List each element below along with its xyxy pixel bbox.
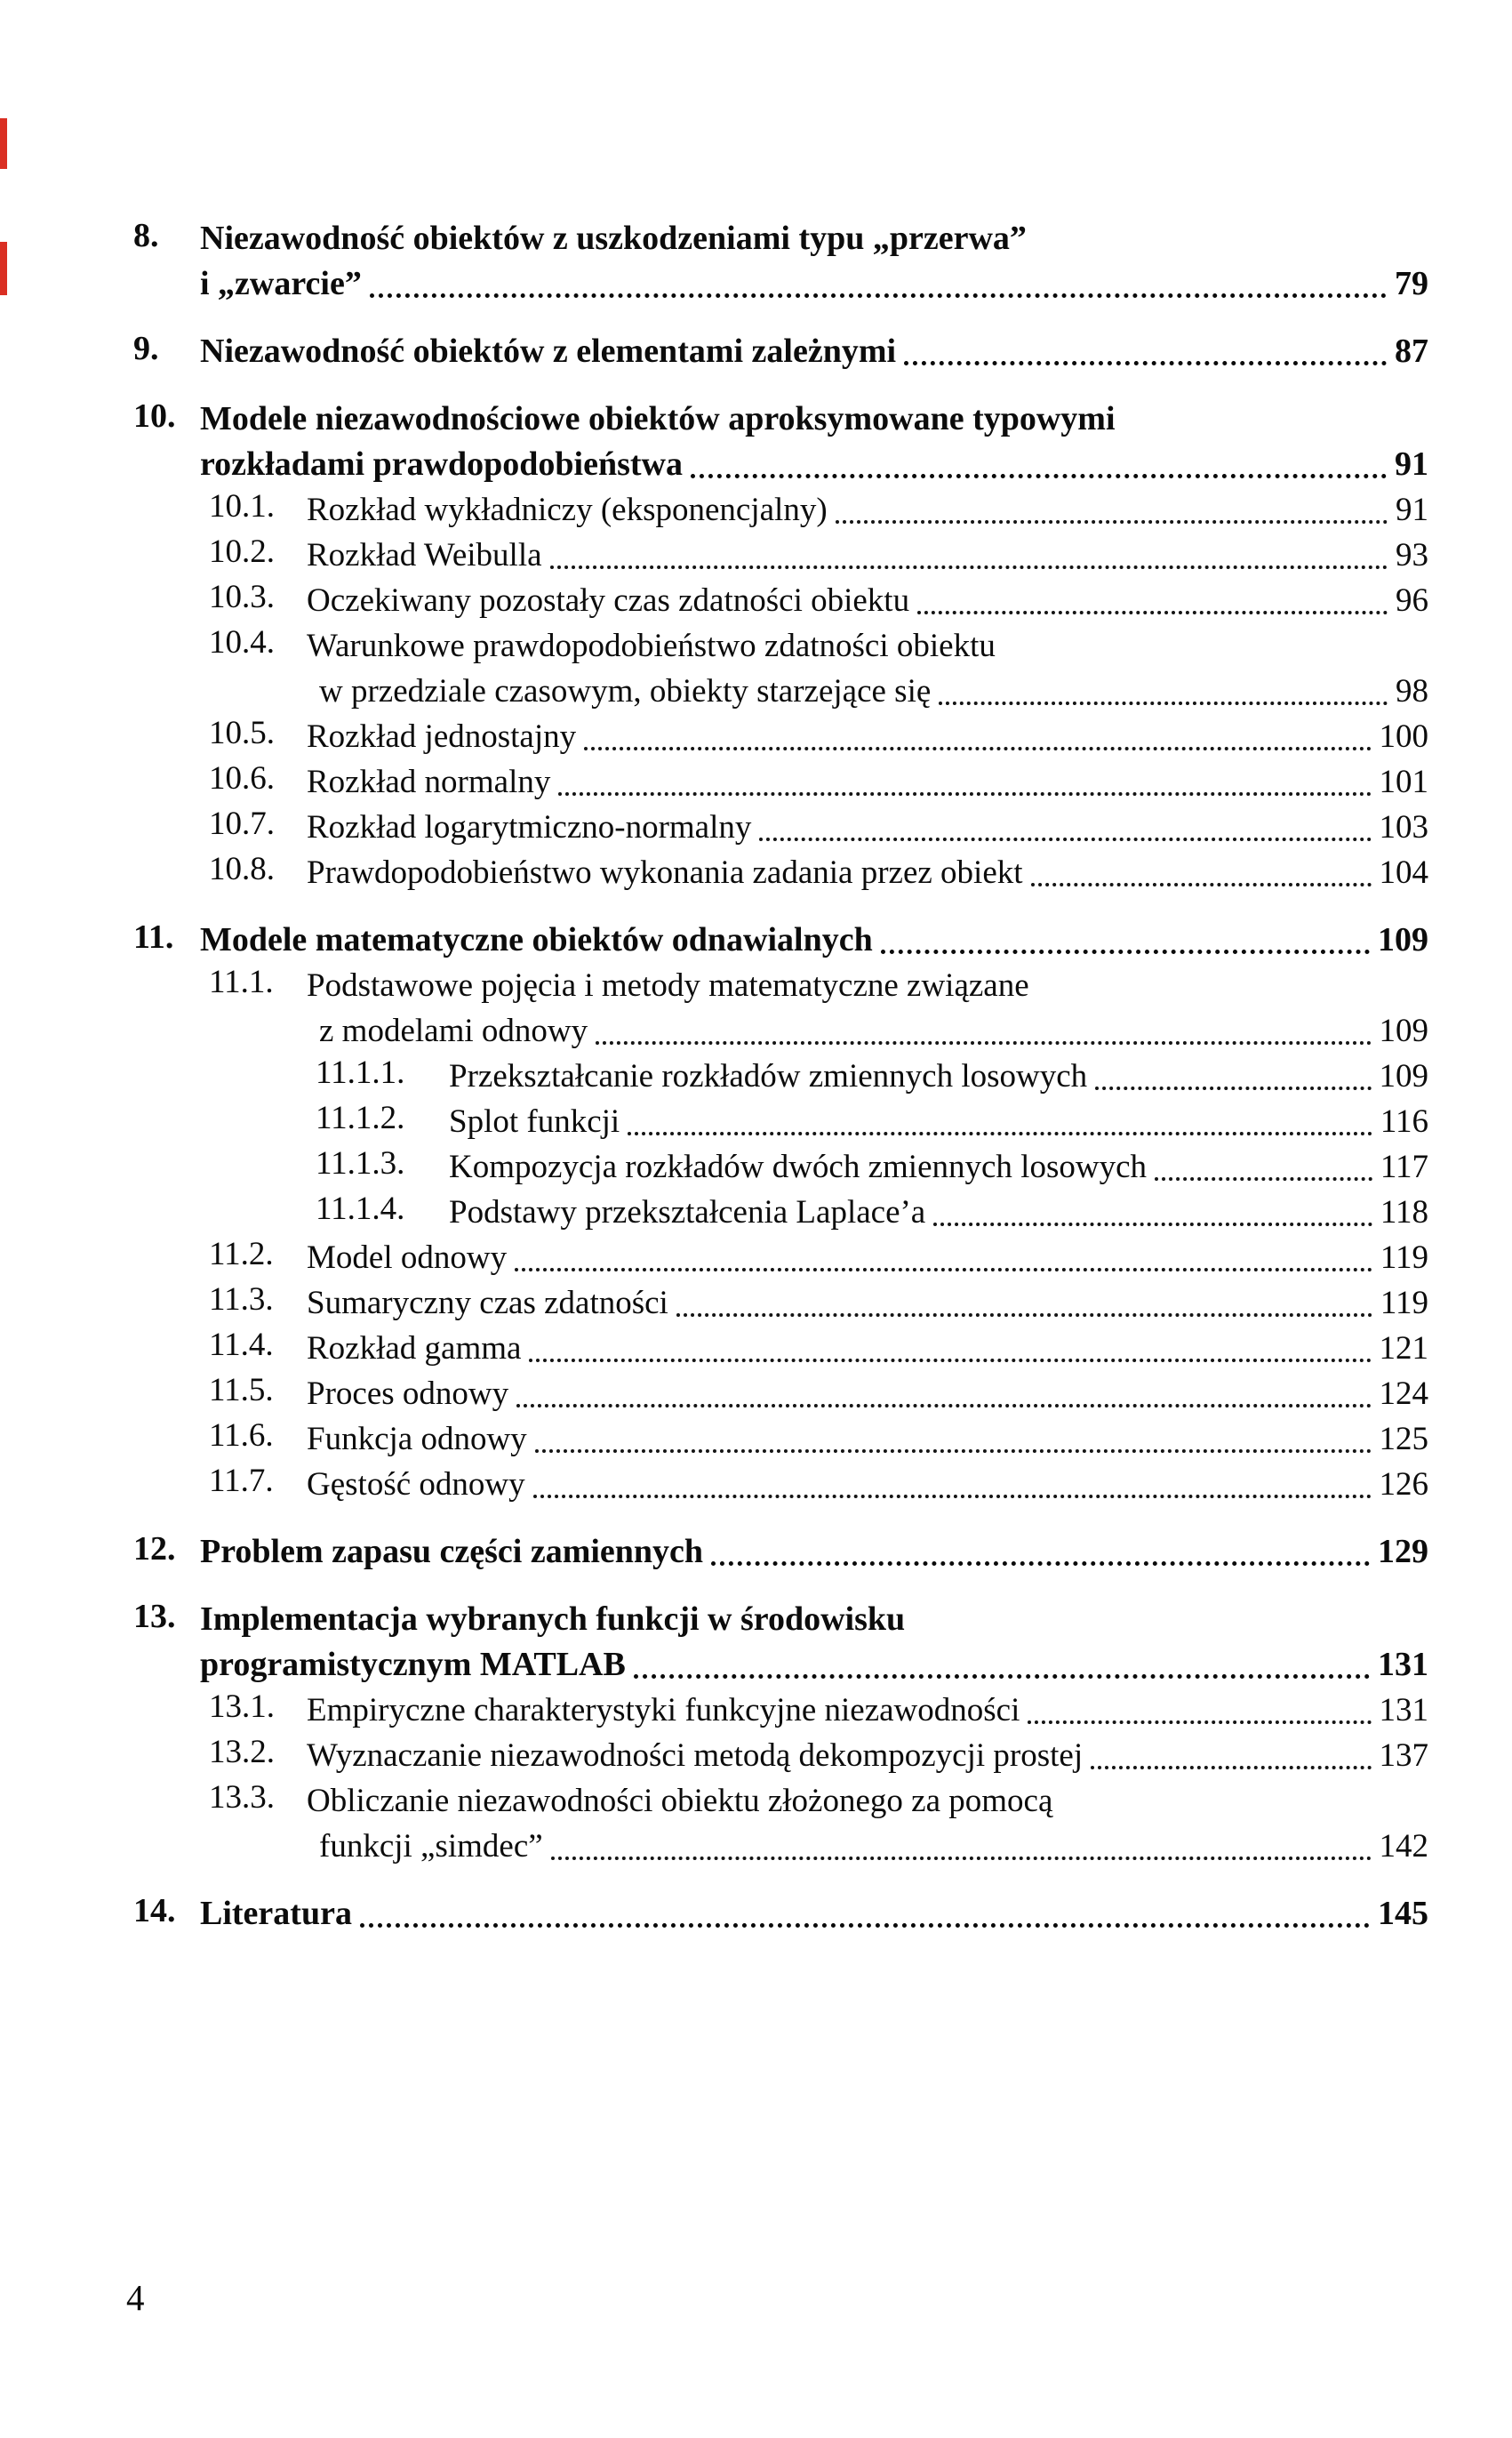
entry-line <box>200 1642 1428 1688</box>
page-ref-number: 121 <box>1379 1330 1428 1367</box>
toc-entry <box>133 397 1428 487</box>
toc-entry <box>209 487 1428 533</box>
dot-leader <box>751 805 1377 850</box>
page-ref-number: 109 <box>1378 921 1428 958</box>
dot-leader <box>1147 1144 1379 1190</box>
dot-leader <box>1083 1733 1377 1778</box>
entry-line <box>307 759 1428 805</box>
toc-entry <box>133 1891 1428 1937</box>
toc-entry <box>133 329 1428 374</box>
page-ref-number: 96 <box>1396 582 1428 619</box>
page-ref-number: 118 <box>1380 1194 1428 1231</box>
entry-body <box>307 487 1428 533</box>
entry-line <box>307 1416 1428 1462</box>
entry-title-text: Rozkład wykładniczy (eksponencjalny) <box>307 492 828 528</box>
entry-title-text: Kompozycja rozkładów dwóch zmiennych losowych <box>449 1149 1148 1185</box>
toc-entry <box>209 805 1428 850</box>
dot-leader <box>931 669 1394 714</box>
entry-body <box>307 850 1428 895</box>
entry-number: 13.1. <box>209 1688 275 1725</box>
entry-line <box>307 1733 1428 1778</box>
dot-leader <box>588 1008 1377 1054</box>
entry-line <box>307 850 1428 895</box>
dot-leader <box>1020 1688 1377 1733</box>
entry-body <box>200 1597 1428 1688</box>
entry-line <box>307 963 1428 1008</box>
entry-body <box>307 578 1428 623</box>
entry-title-text: Empiryczne charakterystyki funkcyjne niezawodności <box>307 1692 1020 1728</box>
dot-leader <box>668 1280 1379 1326</box>
entry-body <box>307 1371 1428 1416</box>
toc-entry <box>209 850 1428 895</box>
entry-body <box>307 759 1428 805</box>
dot-leader <box>909 578 1394 623</box>
entry-line <box>307 1280 1428 1326</box>
page-ref-number: 142 <box>1379 1828 1428 1865</box>
toc-entry <box>209 1778 1428 1869</box>
toc-entry <box>209 1235 1428 1280</box>
entry-title-text: Proces odnowy <box>307 1375 509 1412</box>
entry-body <box>307 1235 1428 1280</box>
entry-title-text: Rozkład normalny <box>307 764 551 800</box>
dot-leader <box>620 1099 1379 1144</box>
entry-number: 13. <box>133 1598 176 1635</box>
entry-number: 14. <box>133 1892 176 1929</box>
dot-leader <box>925 1190 1379 1235</box>
entry-number: 10.8. <box>209 851 275 887</box>
dot-leader <box>683 442 1393 487</box>
entry-body <box>200 1891 1428 1937</box>
entry-number: 11.4. <box>209 1327 274 1363</box>
entry-title-text: Oczekiwany pozostały czas zdatności obiektu <box>307 582 910 619</box>
entry-line <box>307 1371 1428 1416</box>
entry-body <box>200 329 1428 374</box>
dot-leader <box>576 714 1377 759</box>
entry-line <box>449 1054 1428 1099</box>
page-ref-number: 79 <box>1395 265 1428 302</box>
entry-title-text: i „zwarcie” <box>200 265 362 302</box>
page-ref-number: 91 <box>1396 492 1428 528</box>
dot-leader <box>828 487 1394 533</box>
entry-body <box>307 714 1428 759</box>
entry-number: 13.2. <box>209 1734 275 1770</box>
entry-number: 13.3. <box>209 1779 275 1816</box>
entry-title-text: Warunkowe prawdopodobieństwo zdatności obiektu <box>307 628 996 664</box>
toc-entry <box>209 533 1428 578</box>
dot-leader <box>527 1416 1378 1462</box>
dot-leader <box>1023 850 1378 895</box>
toc-entry <box>133 216 1428 307</box>
entry-title-text: Literatura <box>200 1895 352 1932</box>
page-ref-number: 126 <box>1379 1466 1428 1503</box>
entry-title-text: Sumaryczny czas zdatności <box>307 1285 668 1321</box>
dot-leader <box>873 918 1376 963</box>
entry-number: 10. <box>133 397 176 435</box>
entry-body <box>307 805 1428 850</box>
page-ref-number: 131 <box>1378 1646 1428 1683</box>
toc-entry <box>209 1688 1428 1733</box>
toc-entry <box>209 623 1428 714</box>
entry-line <box>307 1824 1428 1869</box>
entry-title-text: Niezawodność obiektów z elementami zależnymi <box>200 333 897 370</box>
entry-line <box>200 918 1428 963</box>
page-ref-number: 137 <box>1379 1737 1428 1774</box>
entry-line <box>449 1099 1428 1144</box>
page-ref-number: 109 <box>1379 1013 1428 1049</box>
entry-line <box>307 1688 1428 1733</box>
entry-line <box>449 1190 1428 1235</box>
entry-title-text: Wyznaczanie niezawodności metodą dekompozycji prostej <box>307 1737 1084 1774</box>
entry-body <box>307 623 1428 714</box>
scan-edge-mark <box>0 118 7 169</box>
entry-number: 9. <box>133 330 159 367</box>
dot-leader <box>362 261 1393 307</box>
page-ref-number: 119 <box>1380 1285 1428 1321</box>
entry-body <box>449 1144 1428 1190</box>
page-ref-number: 98 <box>1396 673 1428 710</box>
entry-title-text: Rozkład logarytmiczno-normalny <box>307 809 752 846</box>
scan-edge-mark <box>0 242 7 295</box>
entry-title-text: Podstawy przekształcenia Laplace’a <box>449 1194 926 1231</box>
dot-leader <box>1087 1054 1377 1099</box>
entry-body <box>200 397 1428 487</box>
entry-line <box>200 397 1428 442</box>
entry-title-text: Prawdopodobieństwo wykonania zadania przez obiekt <box>307 854 1023 891</box>
toc-entry <box>316 1099 1428 1144</box>
page-ref-number: 101 <box>1379 764 1428 800</box>
entry-line <box>200 442 1428 487</box>
entry-line <box>307 1235 1428 1280</box>
entry-body <box>200 918 1428 963</box>
page-ref-number: 100 <box>1379 718 1428 755</box>
entry-title-text: Problem zapasu części zamiennych <box>200 1533 704 1570</box>
entry-title-text: Splot funkcji <box>449 1103 620 1140</box>
entry-title-text: Model odnowy <box>307 1239 508 1276</box>
entry-number: 12. <box>133 1530 176 1568</box>
entry-title-text: programistycznym MATLAB <box>200 1646 626 1683</box>
toc-entry <box>316 1190 1428 1235</box>
toc-entry <box>209 578 1428 623</box>
toc-entry <box>209 1733 1428 1778</box>
entry-number: 10.2. <box>209 533 275 570</box>
entry-number: 11.1.1. <box>316 1055 405 1091</box>
entry-body <box>307 1733 1428 1778</box>
entry-title-text: w przedziale czasowym, obiekty starzejące się <box>319 673 932 710</box>
entry-number: 10.5. <box>209 715 275 751</box>
entry-number: 11.1.3. <box>316 1145 405 1182</box>
entry-line <box>307 533 1428 578</box>
dot-leader <box>508 1371 1377 1416</box>
toc-entry <box>209 714 1428 759</box>
entry-line <box>200 1891 1428 1937</box>
entry-line <box>449 1144 1428 1190</box>
entry-title-text: Modele matematyczne obiektów odnawialnych <box>200 921 873 958</box>
entry-line <box>200 261 1428 307</box>
entry-title-text: funkcji „simdec” <box>319 1828 543 1865</box>
dot-leader <box>525 1462 1378 1507</box>
entry-body <box>307 1688 1428 1733</box>
dot-leader <box>703 1529 1376 1575</box>
footer-page-number: 4 <box>126 2277 145 2318</box>
entry-number: 11.5. <box>209 1372 274 1408</box>
entry-title-text: Obliczanie niezawodności obiektu złożonego za pomocą <box>307 1783 1053 1819</box>
dot-leader <box>626 1642 1376 1688</box>
entry-number: 11. <box>133 918 174 956</box>
entry-title-text: Niezawodność obiektów z uszkodzeniami typu „przerwa” <box>200 220 1027 257</box>
toc-entry <box>209 1326 1428 1371</box>
entry-number: 11.7. <box>209 1463 274 1499</box>
toc-entry <box>209 1416 1428 1462</box>
entry-body <box>307 1416 1428 1462</box>
entry-title-text: Przekształcanie rozkładów zmiennych losowych <box>449 1058 1088 1095</box>
entry-title-text: z modelami odnowy <box>319 1013 588 1049</box>
toc-entry <box>209 963 1428 1054</box>
entry-number: 11.6. <box>209 1417 274 1454</box>
dot-leader <box>352 1891 1376 1937</box>
dot-leader <box>507 1235 1379 1280</box>
entry-title-text: Podstawowe pojęcia i metody matematyczne związane <box>307 967 1029 1004</box>
entry-body <box>307 1326 1428 1371</box>
toc-entry <box>133 1529 1428 1575</box>
toc-entry <box>209 1280 1428 1326</box>
page-ref-number: 93 <box>1396 537 1428 573</box>
entry-body <box>449 1099 1428 1144</box>
toc-entry <box>316 1054 1428 1099</box>
entry-title-text: Rozkład Weibulla <box>307 537 542 573</box>
page-ref-number: 91 <box>1395 445 1428 483</box>
page-ref-number: 145 <box>1378 1895 1428 1932</box>
toc-entry <box>209 1371 1428 1416</box>
entry-line <box>200 1597 1428 1642</box>
entry-number: 11.1.4. <box>316 1191 405 1227</box>
entry-title-text: rozkładami prawdopodobieństwa <box>200 445 684 483</box>
toc-entry <box>209 1462 1428 1507</box>
entry-number: 10.1. <box>209 488 275 525</box>
toc-entry <box>209 759 1428 805</box>
entry-body <box>200 1529 1428 1575</box>
entry-body <box>307 533 1428 578</box>
entry-number: 8. <box>133 217 159 254</box>
entry-line <box>200 329 1428 374</box>
entry-line <box>307 623 1428 669</box>
page-ref-number: 116 <box>1380 1103 1428 1140</box>
entry-number: 11.1. <box>209 964 274 1000</box>
dot-leader <box>550 759 1377 805</box>
entry-line <box>307 578 1428 623</box>
entry-body <box>449 1054 1428 1099</box>
entry-title-text: Modele niezawodnościowe obiektów aproksymowane typowymi <box>200 400 1116 437</box>
entry-body <box>307 1778 1428 1869</box>
page-ref-number: 104 <box>1379 854 1428 891</box>
entry-number: 11.2. <box>209 1236 274 1272</box>
page-ref-number: 103 <box>1379 809 1428 846</box>
entry-number: 10.6. <box>209 760 275 797</box>
entry-title-text: Rozkład jednostajny <box>307 718 577 755</box>
page-ref-number: 87 <box>1395 333 1428 370</box>
toc-entry <box>133 918 1428 963</box>
entry-body <box>449 1190 1428 1235</box>
entry-body <box>307 963 1428 1054</box>
entry-number: 10.3. <box>209 579 275 615</box>
page-ref-number: 129 <box>1378 1533 1428 1570</box>
toc-entry <box>133 1597 1428 1688</box>
entry-line <box>307 487 1428 533</box>
dot-leader <box>521 1326 1377 1371</box>
entry-title-text: Funkcja odnowy <box>307 1421 527 1457</box>
entry-line <box>307 714 1428 759</box>
entry-title-text: Rozkład gamma <box>307 1330 522 1367</box>
entry-body <box>307 1462 1428 1507</box>
entry-number: 11.1.2. <box>316 1100 405 1136</box>
entry-body <box>200 216 1428 307</box>
entry-line <box>307 669 1428 714</box>
dot-leader <box>542 533 1394 578</box>
entry-line <box>200 1529 1428 1575</box>
entry-number: 10.7. <box>209 806 275 842</box>
page-ref-number: 119 <box>1380 1239 1428 1276</box>
entry-line <box>307 1778 1428 1824</box>
toc-entry <box>316 1144 1428 1190</box>
entry-line <box>307 1462 1428 1507</box>
page-ref-number: 109 <box>1379 1058 1428 1095</box>
entry-body <box>307 1280 1428 1326</box>
entry-title-text: Gęstość odnowy <box>307 1466 525 1503</box>
entry-line <box>307 1008 1428 1054</box>
entry-number: 10.4. <box>209 624 275 661</box>
entry-line <box>307 1326 1428 1371</box>
dot-leader <box>543 1824 1378 1869</box>
page-ref-number: 124 <box>1379 1375 1428 1412</box>
entry-title-text: Implementacja wybranych funkcji w środowisku <box>200 1600 906 1638</box>
entry-line <box>307 805 1428 850</box>
dot-leader <box>896 329 1393 374</box>
page-ref-number: 117 <box>1380 1149 1428 1185</box>
page-ref-number: 131 <box>1379 1692 1428 1728</box>
page-ref-number: 125 <box>1379 1421 1428 1457</box>
entry-number: 11.3. <box>209 1281 274 1318</box>
table-of-contents <box>133 216 1428 1937</box>
entry-line <box>200 216 1428 261</box>
